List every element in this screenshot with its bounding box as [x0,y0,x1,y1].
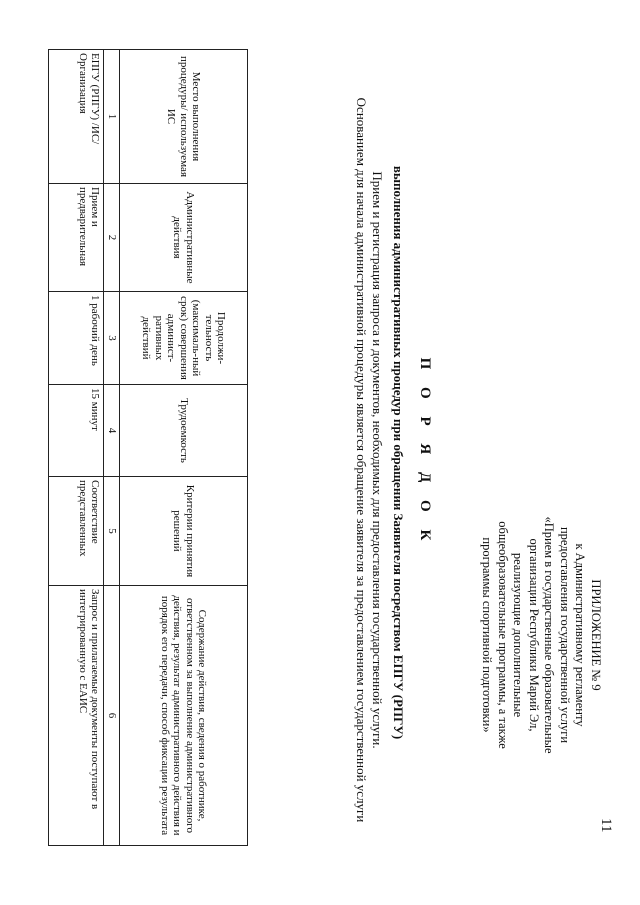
appendix-line: общеобразовательные программы, а также [496,521,510,749]
table-row [49,50,105,846]
intro-line-1: Прием и регистрация запроса и документов, необходимых для предоставления государственной услуги. [370,171,385,749]
header-labor: Трудоемкость [120,385,248,477]
column-number: 2 [104,184,120,292]
appendix-line: предоставления государственной услуги [558,526,572,744]
column-number: 6 [104,586,120,846]
appendix-line: программы спортивной подготовки» [480,537,495,733]
column-number: 4 [104,385,120,477]
appendix-block [479,505,603,765]
column-number: 3 [104,292,120,385]
document-subtitle: выполнения административных процедур при обращении Заявителя посредством ЕПГУ (РПГУ) [391,165,406,740]
cell-place: ЕПГУ (РПГУ) /ИС/Организация [49,50,105,184]
appendix-line: ПРИЛОЖЕНИЕ № 9 [589,579,603,691]
header-content: Содержание действия, сведения о работнике, ответственном за выполнение административного действия, результат административного действия и порядок его передачи, способ фиксации результата [120,586,248,846]
intro-line-2: Основанием для начала административной процедуры является обращение заявителя за предоставлением государственной услуги [354,97,370,823]
header-place: Место выполнения процедуры/ используемая ИС [120,50,248,184]
procedure-table [48,49,248,846]
cell-duration: 1 рабочий день [49,292,105,385]
table-header-row [120,50,248,846]
cell-actions: Прием и предварительная [49,184,105,292]
appendix-line: «Прием в государственные образовательные [542,516,557,754]
header-actions: Административные действия [120,184,248,292]
appendix-line: реализующие дополнительные [511,552,526,718]
appendix-line: организации Республики Марий Эл, [527,538,541,732]
cell-labor: 15 минут [49,385,105,477]
table-number-row [104,50,120,846]
header-duration: Продолжи-тельность (максималь-ный срок) совершения админист-ративных действий [120,292,248,385]
cell-criteria: Соответствие представленных [49,477,105,586]
appendix-line: к Административному регламенту [573,543,588,727]
intro-text [354,62,385,858]
header-criteria: Критерии принятия решений [120,477,248,586]
column-number: 1 [104,50,120,184]
page-number: 11 [598,818,614,833]
document-title: П О Р Я Д О К [417,357,433,548]
column-number: 5 [104,477,120,586]
cell-content: Запрос и прилагаемые документы поступают в интегрированную с ЕАИС [49,586,105,846]
